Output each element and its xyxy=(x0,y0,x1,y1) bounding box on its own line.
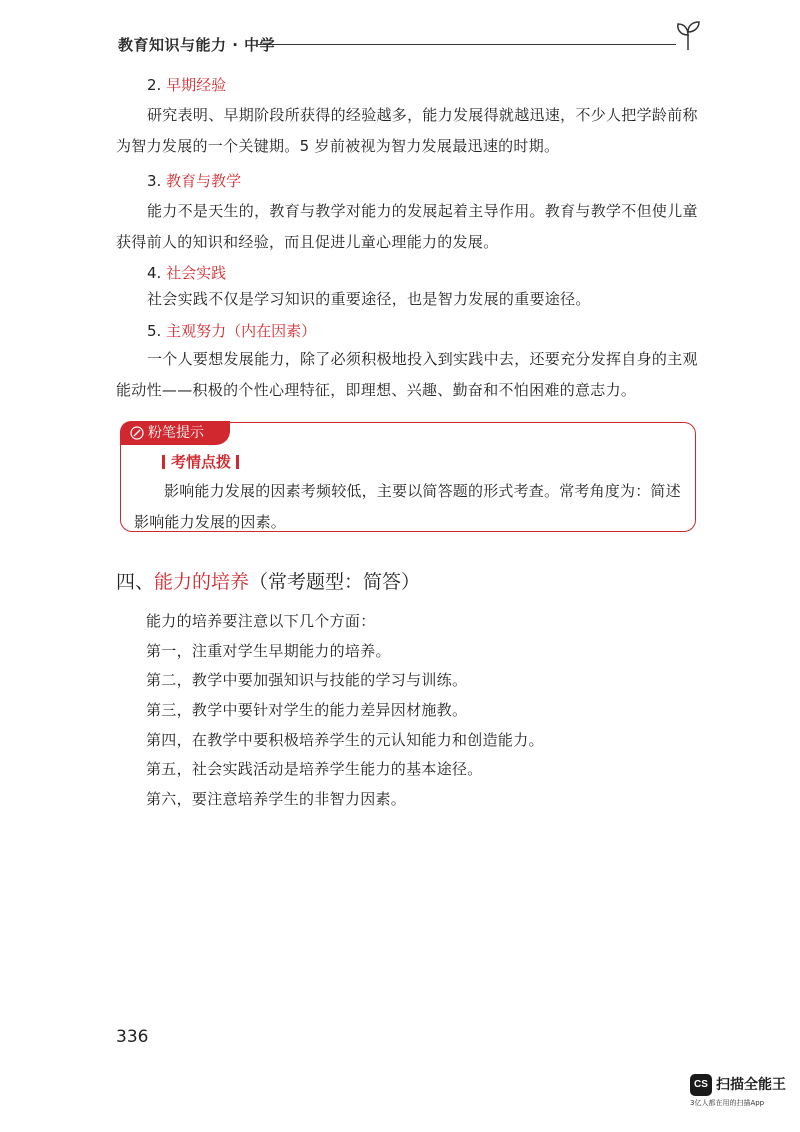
scanner-watermark xyxy=(690,1074,795,1114)
subheading-social-practice: 4. 社会实践 xyxy=(147,264,227,282)
paragraph-early-experience: 研究表明、早期阶段所获得的经验越多，能力发展得就越迅速，不少人把学龄前称为智力发展的一个关键期。5 岁前被视为智力发展最迅速的时期。 xyxy=(116,106,698,155)
subheading-early-experience: 2. 早期经验 xyxy=(147,76,227,94)
scanner-name: 扫描全能王 xyxy=(716,1077,786,1093)
list-item: 第三，教学中要针对学生的能力差异因材施教。 xyxy=(146,701,468,719)
paragraph-education-teaching: 能力不是天生的，教育与教学对能力的发展起着主导作用。教育与教学不但使儿童获得前人的知识和经验，而且促进儿童心理能力的发展。 xyxy=(116,202,698,251)
list-item: 第五，社会实践活动是培养学生能力的基本途径。 xyxy=(146,760,483,778)
list-item: 第四，在教学中要积极培养学生的元认知能力和创造能力。 xyxy=(146,731,544,749)
paragraph-social-practice: 社会实践不仅是学习知识的重要途径，也是智力发展的重要途径。 xyxy=(147,290,591,308)
scanner-tagline: 3亿人都在用的扫描App xyxy=(690,1099,765,1107)
subheading-subjective-effort: 5. 主观努力（内在因素） xyxy=(147,322,317,340)
paragraph-subjective-effort: 一个人要想发展能力，除了必须积极地投入到实践中去，还要充分发挥自身的主观能动性——积极的个性心理特征，即理想、兴趣、勤奋和不怕困难的意志力。 xyxy=(116,350,698,399)
tip-tab-label: 粉笔提示 xyxy=(148,425,204,441)
tip-text: 影响能力发展的因素考频较低，主要以简答题的形式考查。常考角度为：简述影响能力发展的因素。 xyxy=(134,482,681,531)
sprout-icon xyxy=(674,20,702,52)
subheading-education-teaching: 3. 教育与教学 xyxy=(147,172,242,190)
running-header-title: 教育知识与能力 · 中学 xyxy=(118,36,276,54)
page-number: 336 xyxy=(116,1027,149,1047)
section-intro: 能力的培养要注意以下几个方面： xyxy=(146,612,376,630)
tip-tab xyxy=(120,421,230,445)
pencil-icon xyxy=(130,426,144,440)
header-rule xyxy=(258,44,676,45)
section-title: 四、能力的培养（常考题型：简答） xyxy=(116,571,421,593)
list-item: 第一，注重对学生早期能力的培养。 xyxy=(146,642,391,660)
list-item: 第二，教学中要加强知识与技能的学习与训练。 xyxy=(146,671,468,689)
list-item: 第六，要注意培养学生的非智力因素。 xyxy=(146,790,407,808)
tip-heading: 考情点拨 xyxy=(162,451,239,472)
scanner-logo: CS xyxy=(690,1074,712,1096)
